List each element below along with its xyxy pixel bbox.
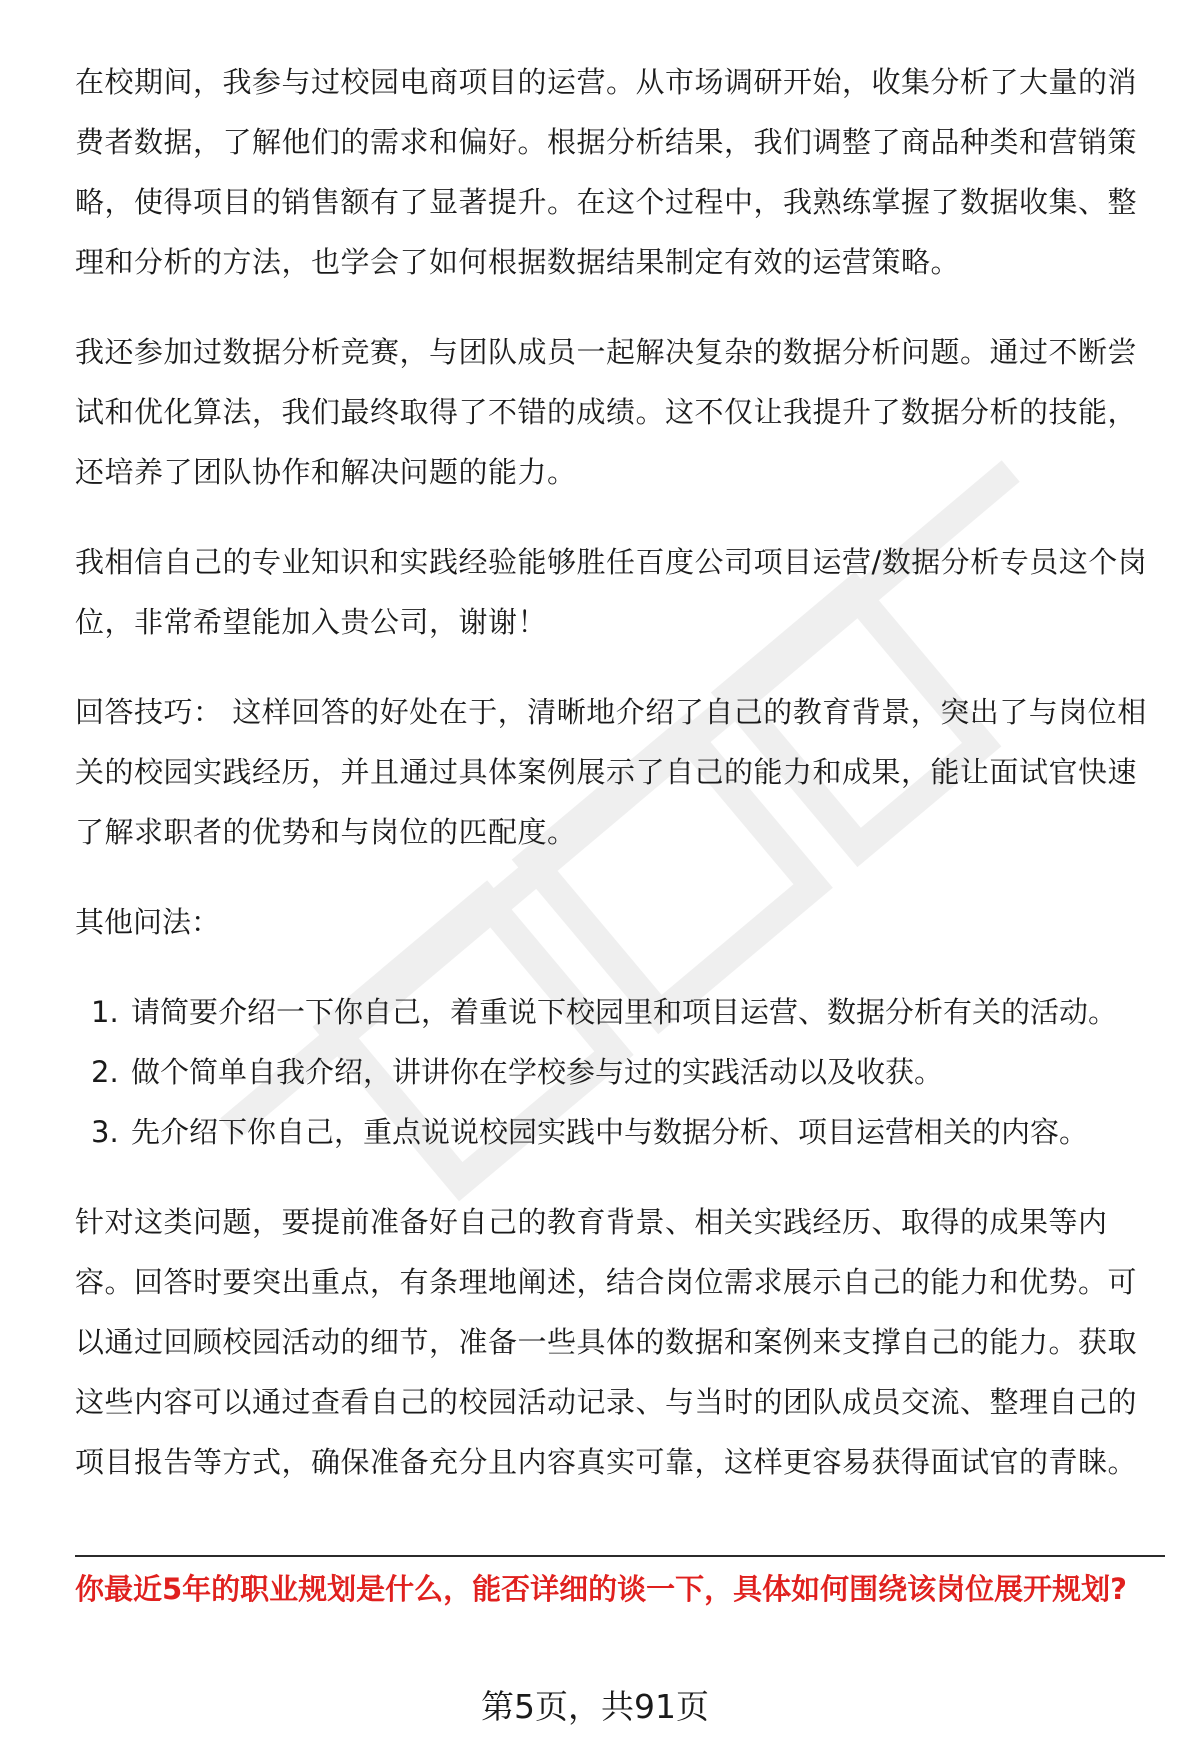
other-asks-label: 其他问法： bbox=[75, 905, 221, 939]
list-item-number: 2. bbox=[91, 1055, 119, 1089]
page-content bbox=[75, 52, 1165, 1522]
list-item-number: 1. bbox=[91, 995, 119, 1029]
page-number-footer: 第5页，共91页 bbox=[481, 1687, 709, 1726]
list-item bbox=[75, 982, 1165, 1042]
paragraph-preparation-advice: 针对这类问题，要提前准备好自己的教育背景、相关实践经历、取得的成果等内容。回答时要突出重点，有条理地阐述，结合岗位需求展示自己的能力和优势。可以通过回顾校园活动的细节，准备一些具体的数据和案例来支撑自己的能力。获取这些内容可以通过查看自己的校园活动记录、与当时的团队成员交流、整理自己的项目报告等方式，确保准备充分且内容真实可靠，这样更容易获得面试官的青睐。 bbox=[75, 1205, 1138, 1479]
list-item bbox=[75, 1042, 1165, 1102]
list-item-text: 请简要介绍一下你自己，着重说下校园里和项目运营、数据分析有关的活动。 bbox=[131, 995, 1118, 1029]
list-item-text: 做个简单自我介绍，讲讲你在学校参与过的实践活动以及收获。 bbox=[131, 1055, 944, 1089]
paragraph-campus-ecommerce: 在校期间，我参与过校园电商项目的运营。从市场调研开始，收集分析了大量的消费者数据，了解他们的需求和偏好。根据分析结果，我们调整了商品种类和营销策略，使得项目的销售额有了显著提升。在这个过程中，我熟练掌握了数据收集、整理和分析的方法，也学会了如何根据数据结果制定有效的运营策略。 bbox=[75, 65, 1138, 279]
paragraph-confidence: 我相信自己的专业知识和实践经验能够胜任百度公司项目运营/数据分析专员这个岗位，非常希望能加入贵公司，谢谢！ bbox=[75, 545, 1148, 639]
list-item-number: 3. bbox=[91, 1115, 119, 1149]
section-divider bbox=[75, 1555, 1165, 1557]
next-question-heading: 你最近5年的职业规划是什么，能否详细的谈一下，具体如何围绕该岗位展开规划? bbox=[75, 1572, 1128, 1606]
list-item bbox=[75, 1102, 1165, 1162]
list-item-text: 先介绍下你自己，重点说说校园实践中与数据分析、项目运营相关的内容。 bbox=[131, 1115, 1089, 1149]
paragraph-answer-tips: 回答技巧： 这样回答的好处在于，清晰地介绍了自己的教育背景，突出了与岗位相关的校园实践经历，并且通过具体案例展示了自己的能力和成果，能让面试官快速了解求职者的优势和与岗位的匹配度。 bbox=[75, 695, 1147, 849]
paragraph-competition: 我还参加过数据分析竞赛，与团队成员一起解决复杂的数据分析问题。通过不断尝试和优化算法，我们最终取得了不错的成绩。这不仅让我提升了数据分析的技能，还培养了团队协作和解决问题的能力。 bbox=[75, 335, 1138, 489]
other-asks-list bbox=[75, 982, 1165, 1162]
